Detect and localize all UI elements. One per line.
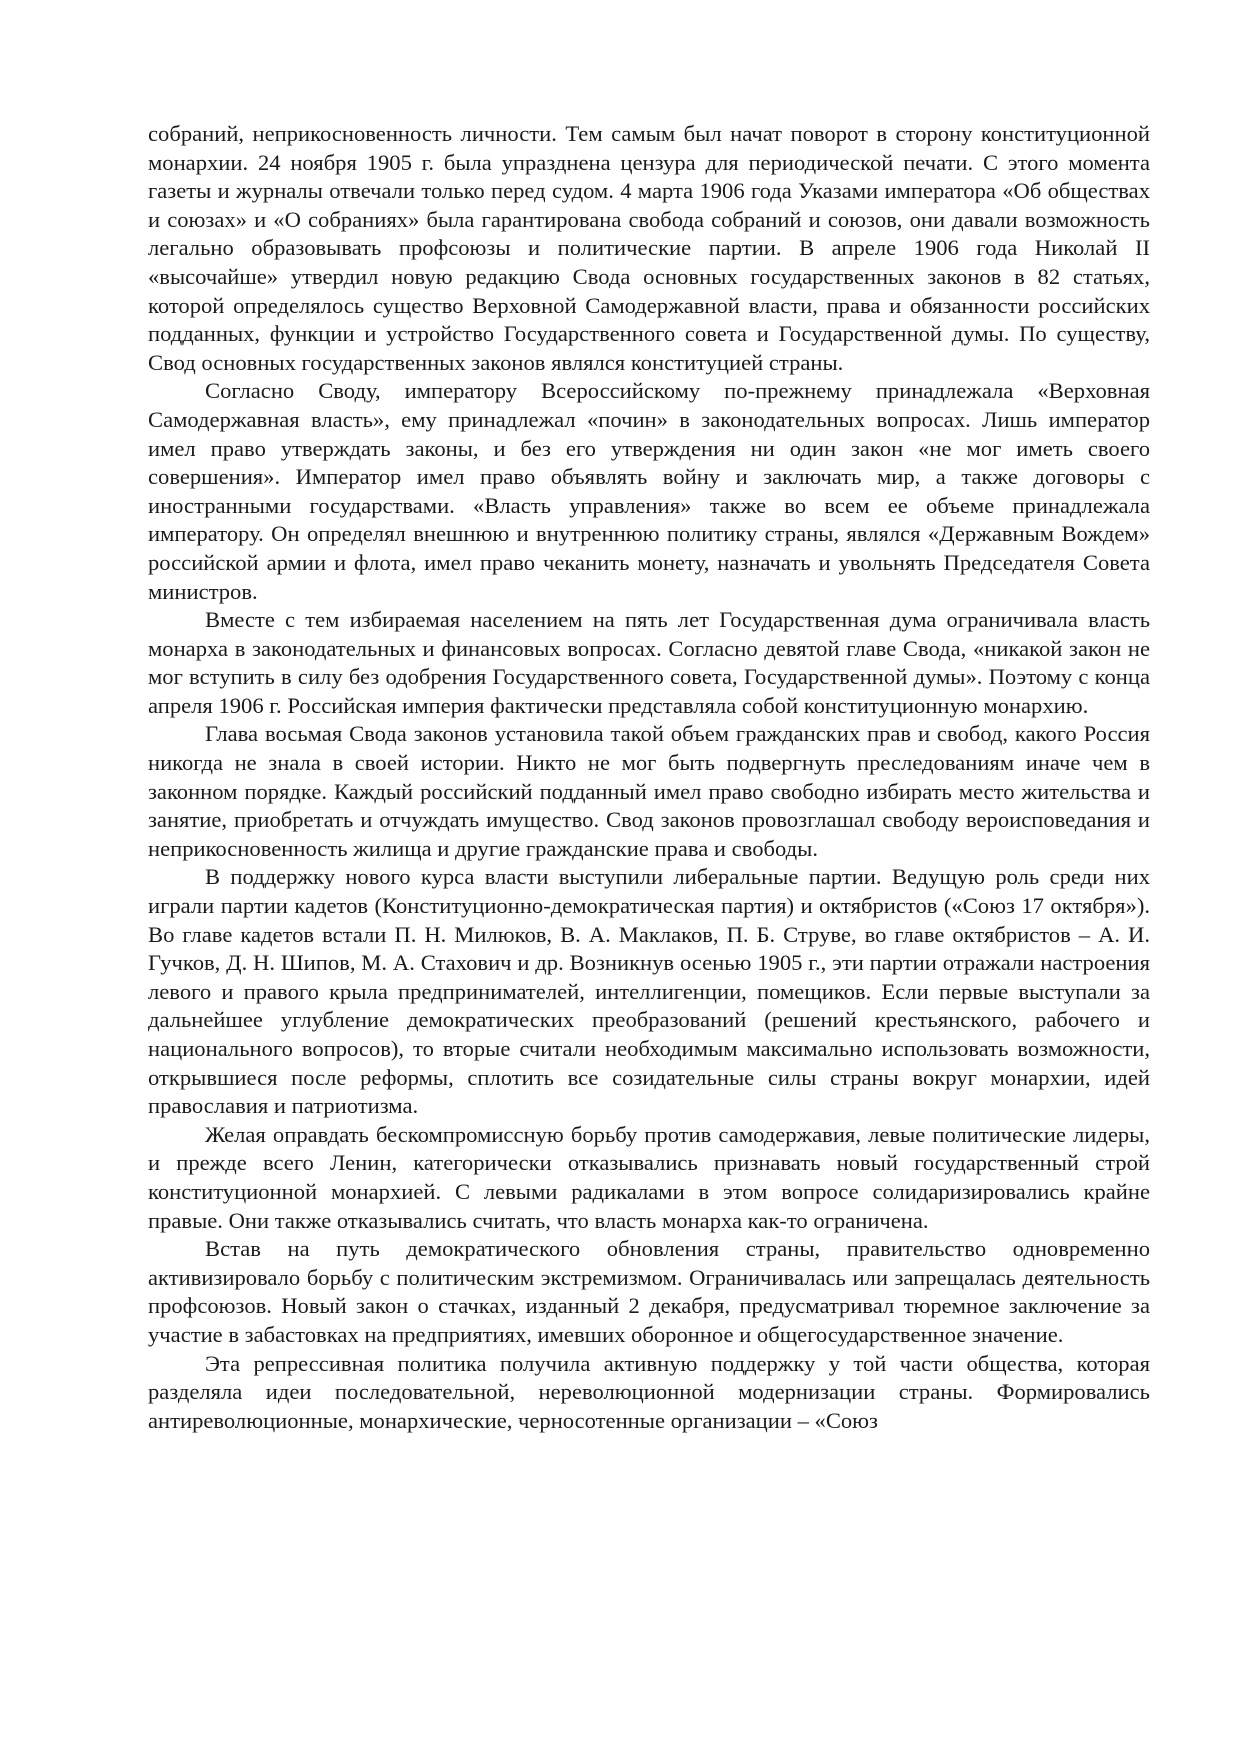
- paragraph-8: Эта репрессивная политика получила активную поддержку у той части общества, которая разделяла идеи последовательной, нереволюционной модернизации страны. Формировались антиреволюционные, монархические, черносотенные организации – «Союз: [148, 1350, 1150, 1433]
- paragraph-5: В поддержку нового курса власти выступили либеральные партии. Ведущую роль среди них играли партии кадетов (Конституционно-демократическая партия) и октябристов («Союз 17 октября»). Во главе кадетов встали П. Н. Милюков, В. А. Маклаков, П. Б. Струве, во главе октябристов – А. И. Гучков, Д. Н. Шипов, М. А. Стахович и др. Возникнув осенью 1905 г., эти партии отражали настроения левого и правого крыла предпринимателей, интеллигенции, помещиков. Если первые выступали за дальнейшее углубление демократических преобразований (решений крестьянского, рабочего и национального вопросов), то вторые считали необходимым максимально использовать возможности, открывшиеся после реформы, сплотить все созидательные силы страны вокруг монархии, идей православия и патриотизма.: [148, 864, 1150, 1119]
- paragraph-4: Глава восьмая Свода законов установила такой объем гражданских прав и свобод, какого Россия никогда не знала в своей истории. Никто не мог быть подвергнуть преследованиям иначе чем в законном порядке. Каждый российский подданный имел право свободно избирать место жительства и занятие, приобретать и отчуждать имущество. Свод законов провозглашал свободу вероисповедания и неприкосновенность жилища и другие гражданские права и свободы.: [148, 721, 1150, 861]
- paragraph-2: Согласно Своду, императору Всероссийскому по-прежнему принадлежала «Верховная Самодержавная власть», ему принадлежал «почин» в законодательных вопросах. Лишь император имел право утверждать законы, и без его утверждения ни один закон «не мог иметь своего совершения». Император имел право объявлять войну и заключать мир, а также договоры с иностранными государствами. «Власть управления» также во всем ее объеме принадлежала императору. Он определял внешнюю и внутреннюю политику страны, являлся «Державным Вождем» российской армии и флота, имел право чеканить монету, назначать и увольнять Председателя Совета министров.: [148, 378, 1150, 604]
- paragraph-7: Встав на путь демократического обновления страны, правительство одновременно активизировало борьбу с политическим экстремизмом. Ограничивалась или запрещалась деятельность профсоюзов. Новый закон о стачках, изданный 2 декабря, предусматривал тюремное заключение за участие в забастовках на предприятиях, имевших оборонное и общегосударственное значение.: [148, 1236, 1150, 1347]
- paragraph-3: Вместе с тем избираемая населением на пять лет Государственная дума ограничивала власть монарха в законодательных и финансовых вопросах. Согласно девятой главе Свода, «никакой закон не мог вступить в силу без одобрения Государственного совета, Государственной думы». Поэтому с конца апреля 1906 г. Российская империя фактически представляла собой конституционную монархию.: [148, 607, 1150, 718]
- paragraph-6: Желая оправдать бескомпромиссную борьбу против самодержавия, левые политические лидеры, и прежде всего Ленин, категорически отказывались признавать новый государственный строй конституционной монархией. С левыми радикалами в этом вопросе солидаризировались крайне правые. Они также отказывались считать, что власть монарха как-то ограничена.: [148, 1121, 1150, 1233]
- paragraph-1: собраний, неприкосновенность личности. Тем самым был начат поворот в сторону конституционной монархии. 24 ноября 1905 г. была упразднена цензура для периодической печати. С этого момента газеты и журналы отвечали только перед судом. 4 марта 1906 года Указами императора «Об обществах и союзах» и «О собраниях» была гарантирована свобода собраний и союзов, они давали возможность легально образовывать профсоюзы и политические партии. В апреле 1906 года Николай II «высочайше» утвердил новую редакцию Свода основных государственных законов в 82 статьях, которой определялось существо Верховной Самодержавной власти, права и обязанности российских подданных, функции и устройство Государственного совета и Государственной думы. По существу, Свод основных государственных законов являлся конституцией страны.: [148, 121, 1150, 375]
- document-page: [148, 120, 1150, 1435]
